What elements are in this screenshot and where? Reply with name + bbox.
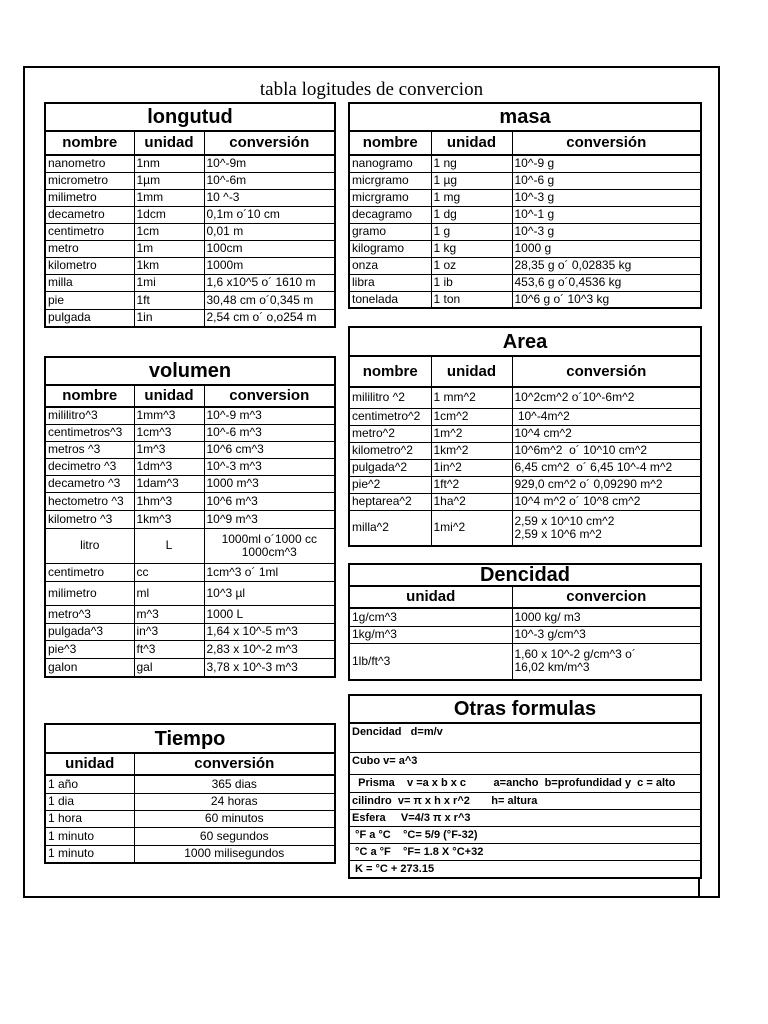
unit-cell: 1ha^2 [431,493,512,510]
conversion-cell: 10^2cm^2 o´10^-6m^2 [512,387,701,408]
conversion-cell: 929,0 cm^2 o´ 0,09290 m^2 [512,476,701,493]
table-row [45,274,335,291]
formula-cell: Prisma v =a x b x c a=ancho b=profundidad y c = alto [349,774,701,792]
unit-cell: 1cm^3 [134,424,204,441]
name-cell: mililitro^3 [45,407,134,424]
name-cell: centimetros^3 [45,424,134,441]
conversion-cell: 1000 L [204,605,335,623]
unit-cell: 1 minuto [45,845,134,863]
table-row [349,257,701,274]
name-cell: tonelada [349,291,431,308]
name-cell: pulgada [45,309,134,327]
formula-cell: Esfera V=4/3 π x r^3 [349,809,701,826]
longitud-table [44,102,336,328]
table-title-row [349,327,701,356]
table-row [349,843,701,860]
unit-cell: 1km^3 [134,510,204,528]
densidad-table [348,563,702,681]
name-cell: galon [45,658,134,677]
table-row [45,223,335,240]
formula-cell: cilindro v= π x h x r^2 h= altura [349,792,701,809]
conversion-cell [204,528,335,563]
unit-cell: 1mm [134,189,204,206]
area-table [348,326,702,547]
conversion-cell: 28,35 g o´ 0,02835 kg [512,257,701,274]
table-row [349,643,701,680]
otras-formulas-table [348,694,702,879]
name-cell: gramo [349,223,431,240]
table-row [349,206,701,223]
unit-cell: ml [134,581,204,605]
column-header-conversion: conversión [512,131,701,155]
table-row [45,407,335,424]
unit-cell: 1 kg [431,240,512,257]
name-cell: decagramo [349,206,431,223]
column-header-conversion: conversión [204,131,335,155]
conversion-cell: 10^4 cm^2 [512,425,701,442]
conversion-cell: 10^-6 g [512,172,701,189]
unit-cell: 1km^2 [431,442,512,459]
cell-line: 2,59 x 10^10 cm^2 [514,513,615,528]
unit-cell: 1g/cm^3 [349,608,512,626]
unit-cell: 1 año [45,775,134,793]
column-header-row [45,385,335,407]
table-title: Tiempo [45,724,335,753]
tiempo-table [44,723,336,864]
table-row [349,408,701,425]
name-cell: pulgada^2 [349,459,431,476]
unit-cell: 1cm [134,223,204,240]
conversion-cell: 100cm [204,240,335,257]
table-title: Dencidad [349,564,701,586]
table-row [45,605,335,623]
conversion-cell: 1000m [204,257,335,274]
table-row [349,387,701,408]
volumen-table [44,356,336,678]
masa-table [348,102,702,309]
formula-cell: K = °C + 273.15 [349,860,701,878]
conversion-cell: 10^-6m [204,172,335,189]
column-header-conversion: convercion [512,586,701,608]
name-cell: milla^2 [349,510,431,546]
unit-cell: 1in [134,309,204,327]
name-cell: libra [349,274,431,291]
column-header-row [45,753,335,775]
conversion-cell: 2,54 cm o´ o,o254 m [204,309,335,327]
unit-cell: 1km [134,257,204,274]
unit-cell: 1lb/ft^3 [349,643,512,680]
table-row [45,775,335,793]
name-cell: pie [45,291,134,309]
name-cell: kilometro ^3 [45,510,134,528]
conversion-cell: 10^-3 m^3 [204,458,335,475]
conversion-cell: 1000 g [512,240,701,257]
column-header-conversion: conversión [134,753,335,775]
conversion-cell: 24 horas [134,793,335,810]
unit-cell: 1 mg [431,189,512,206]
conversion-cell: 0,01 m [204,223,335,240]
table-row [349,608,701,626]
table-row [349,774,701,792]
name-cell: pie^3 [45,640,134,658]
conversion-cell: 10^6 cm^3 [204,441,335,458]
table-row [45,810,335,827]
name-cell: kilogramo [349,240,431,257]
table-row [45,257,335,274]
name-cell: decimetro ^3 [45,458,134,475]
unit-cell: L [134,528,204,563]
unit-cell: 1mi [134,274,204,291]
table-row [349,510,701,546]
table-row [349,189,701,206]
unit-cell: 1 g [431,223,512,240]
column-header-nombre: nombre [349,356,431,387]
conversion-cell: 10^-9m [204,155,335,172]
table-row [45,189,335,206]
conversion-cell: 10^6 g o´ 10^3 kg [512,291,701,308]
column-header-unidad: unidad [349,586,512,608]
table-row [45,528,335,563]
name-cell: centimetro^2 [349,408,431,425]
column-header-unidad: unidad [134,131,204,155]
column-header-unidad: unidad [45,753,134,775]
table-border-line [698,877,700,898]
cell-line: 16,02 km/m^3 [514,660,590,675]
table-row [349,155,701,172]
column-header-unidad: unidad [431,356,512,387]
name-cell: pie^2 [349,476,431,493]
unit-cell: 1dm^3 [134,458,204,475]
table-row [349,723,701,752]
unit-cell: gal [134,658,204,677]
conversion-cell: 10^-1 g [512,206,701,223]
unit-cell: 1dcm [134,206,204,223]
table-row [349,240,701,257]
table-row [45,172,335,189]
name-cell: heptarea^2 [349,493,431,510]
conversion-cell: 453,6 g o´0,4536 kg [512,274,701,291]
unit-cell: m^3 [134,605,204,623]
table-row [349,291,701,308]
table-title: Area [349,327,701,356]
table-row [349,792,701,809]
table-title-row [45,724,335,753]
table-row [349,860,701,878]
name-cell: milimetro [45,581,134,605]
conversion-cell: 10^-9 m^3 [204,407,335,424]
table-row [45,563,335,581]
table-row [45,510,335,528]
column-header-unidad: unidad [431,131,512,155]
column-header-row [349,586,701,608]
conversion-cell: 10^-3 g [512,189,701,206]
conversion-cell: 10^6 m^3 [204,492,335,510]
table-row [45,845,335,863]
table-row [45,206,335,223]
unit-cell: 1dam^3 [134,475,204,492]
unit-cell: in^3 [134,623,204,640]
column-header-unidad: unidad [134,385,204,407]
table-row [45,581,335,605]
conversion-cell: 1000 milisegundos [134,845,335,863]
table-row [349,274,701,291]
unit-cell: 1 oz [431,257,512,274]
conversion-cell: 10^-6 m^3 [204,424,335,441]
table-row [349,442,701,459]
name-cell: nanometro [45,155,134,172]
name-cell: micrgramo [349,189,431,206]
table-row [349,476,701,493]
column-header-nombre: nombre [45,131,134,155]
unit-cell: 1 µg [431,172,512,189]
unit-cell: 1 hora [45,810,134,827]
name-cell: nanogramo [349,155,431,172]
column-header-nombre: nombre [45,385,134,407]
table-row [45,309,335,327]
table-row [45,475,335,492]
name-cell: kilometro^2 [349,442,431,459]
unit-cell: 1cm^2 [431,408,512,425]
unit-cell: 1hm^3 [134,492,204,510]
conversion-cell: 2,83 x 10^-2 m^3 [204,640,335,658]
table-row [45,441,335,458]
conversion-cell: 1cm^3 o´ 1ml [204,563,335,581]
table-title-row [349,564,701,586]
unit-cell: 1in^2 [431,459,512,476]
table-title: masa [349,103,701,131]
conversion-cell [512,510,701,546]
conversion-cell: 60 minutos [134,810,335,827]
unit-cell: cc [134,563,204,581]
name-cell: milla [45,274,134,291]
cell-line: 2,59 x 10^6 m^2 [514,526,602,541]
name-cell: centimetro [45,563,134,581]
name-cell: milimetro [45,189,134,206]
conversion-cell: 10 ^-3 [204,189,335,206]
unit-cell: 1m^3 [134,441,204,458]
unit-cell: 1mm^3 [134,407,204,424]
table-row [349,809,701,826]
table-row [45,658,335,677]
conversion-cell: 1,64 x 10^-5 m^3 [204,623,335,640]
conversion-cell: 10^-9 g [512,155,701,172]
conversion-cell: 1,6 x10^5 o´ 1610 m [204,274,335,291]
document-title: tabla logitudes de convercion [259,79,484,100]
conversion-cell: 6,45 cm^2 o´ 6,45 10^-4 m^2 [512,459,701,476]
name-cell: pulgada^3 [45,623,134,640]
unit-cell: 1 minuto [45,827,134,845]
table-row [349,826,701,843]
conversion-cell: 10^4 m^2 o´ 10^8 cm^2 [512,493,701,510]
name-cell: micrometro [45,172,134,189]
conversion-cell: 10^-3 g [512,223,701,240]
unit-cell: 1 ib [431,274,512,291]
column-header-conversion: conversión [512,356,701,387]
table-row [45,640,335,658]
table-row [45,793,335,810]
formula-cell: Dencidad d=m/v [349,723,701,752]
table-row [45,155,335,172]
conversion-cell: 10^6m^2 o´ 10^10 cm^2 [512,442,701,459]
table-row [349,425,701,442]
unit-cell: 1 ng [431,155,512,172]
table-row [349,493,701,510]
formula-cell: Cubo v= a^3 [349,752,701,774]
table-row [349,752,701,774]
table-title-row [349,103,701,131]
name-cell: hectometro ^3 [45,492,134,510]
column-header-row [349,131,701,155]
table-title: volumen [45,357,335,385]
column-header-nombre: nombre [349,131,431,155]
conversion-cell: 60 segundos [134,827,335,845]
unit-cell: ft^3 [134,640,204,658]
name-cell: kilometro [45,257,134,274]
table-row [349,223,701,240]
unit-cell: 1mi^2 [431,510,512,546]
column-header-conversion: conversion [204,385,335,407]
name-cell: metro^3 [45,605,134,623]
table-row [45,424,335,441]
conversion-cell: 10^3 µl [204,581,335,605]
name-cell: decametro [45,206,134,223]
formula-cell: °F a °C °C= 5/9 (°F-32) [349,826,701,843]
conversion-cell [512,643,701,680]
cell-line: 1,60 x 10^-2 g/cm^3 o´ [514,647,636,662]
unit-cell: 1kg/m^3 [349,626,512,643]
column-header-row [349,356,701,387]
unit-cell: 1nm [134,155,204,172]
conversion-cell: 1000 m^3 [204,475,335,492]
table-row [45,827,335,845]
conversion-cell: 10^-4m^2 [512,408,701,425]
unit-cell: 1ft^2 [431,476,512,493]
unit-cell: 1m [134,240,204,257]
cell-line: 1000ml o´1000 cc [221,531,317,546]
table-title-row [45,357,335,385]
name-cell: centimetro [45,223,134,240]
name-cell: decametro ^3 [45,475,134,492]
table-row [45,240,335,257]
table-row [45,291,335,309]
table-row [45,623,335,640]
table-row [349,172,701,189]
table-row [349,459,701,476]
conversion-cell: 10^9 m^3 [204,510,335,528]
table-row [45,458,335,475]
unit-cell: 1 dg [431,206,512,223]
conversion-cell: 30,48 cm o´0,345 m [204,291,335,309]
unit-cell: 1 dia [45,793,134,810]
conversion-cell: 1000 kg/ m3 [512,608,701,626]
name-cell: metro [45,240,134,257]
unit-cell: 1 mm^2 [431,387,512,408]
unit-cell: 1 ton [431,291,512,308]
table-title-row [45,103,335,131]
name-cell: mililitro ^2 [349,387,431,408]
table-title-row [349,695,701,723]
name-cell: litro [45,528,134,563]
cell-line: 1000cm^3 [241,544,297,559]
table-title: Otras formulas [349,695,701,723]
formula-cell: °C a °F °F= 1.8 X °C+32 [349,843,701,860]
name-cell: micrgramo [349,172,431,189]
conversion-cell: 365 dias [134,775,335,793]
unit-cell: 1ft [134,291,204,309]
conversion-cell: 3,78 x 10^-3 m^3 [204,658,335,677]
table-row [45,492,335,510]
unit-cell: 1µm [134,172,204,189]
conversion-cell: 0,1m o´10 cm [204,206,335,223]
column-header-row [45,131,335,155]
name-cell: onza [349,257,431,274]
table-title: longutud [45,103,335,131]
unit-cell: 1m^2 [431,425,512,442]
table-row [349,626,701,643]
name-cell: metro^2 [349,425,431,442]
name-cell: metros ^3 [45,441,134,458]
conversion-cell: 10^-3 g/cm^3 [512,626,701,643]
